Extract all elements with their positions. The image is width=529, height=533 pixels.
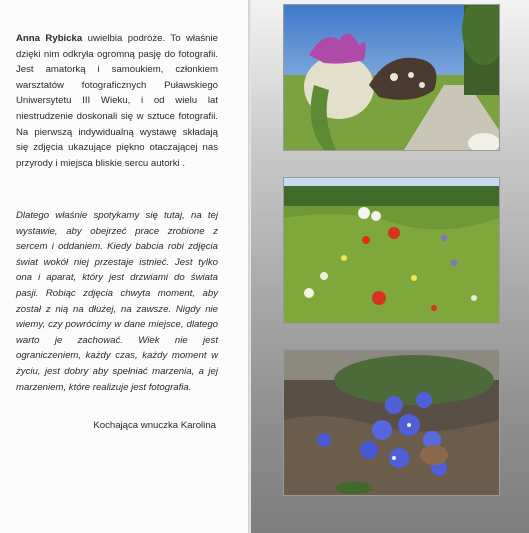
photo-thistle-with-butterfly	[283, 4, 500, 151]
granddaughter-quote: Dlatego właśnie spotykamy się tutaj, na tej wystawie, aby obejrzeć prace zrobione z sercem i oddaniem. Kiedy babcia robi zdjęcia świat wokół niej przestaje istnieć. Jest tylko ona i aparat, który jest drzwiami do świata pasji. Robiąc zdjęcia chwyta moment, aby został z nią na dłużej, na zawsze. Nigdy nie wiemy, czy powrócimy w dane miejsce, dlatego warto je zachować. Wiek nie jest ograniczeniem, każdy czas, każdy moment w życiu, jest dobry aby spełniać marzenia, a jej marzeniem, które realizuje jest fotografia.	[16, 210, 218, 393]
author-bio	[16, 31, 218, 171]
signature: Kochająca wnuczka Karolina	[93, 420, 216, 431]
bio-text: uwielbia podróże. To właśnie dzięki nim odkryła ogromną pasję do fotografii. Jest amatorką i samoukiem, członkiem warsztatów fotograficznych Puławskiego Uniwersytetu III Wieku, i od wielu lat niestrudzenie doskonali się w sztuce fotografii. Na pierwszą indywidualną wystawę składają się zdjęcia ukazujące piękno otaczającej nas przyrody i miejsca bliskie sercu autorki .	[16, 33, 218, 169]
author-name: Anna Rybicka	[16, 33, 83, 44]
left-page	[0, 0, 250, 533]
photo-hepatica-flowers	[283, 349, 500, 496]
right-page	[251, 0, 529, 533]
photo-flower-meadow	[283, 177, 500, 324]
